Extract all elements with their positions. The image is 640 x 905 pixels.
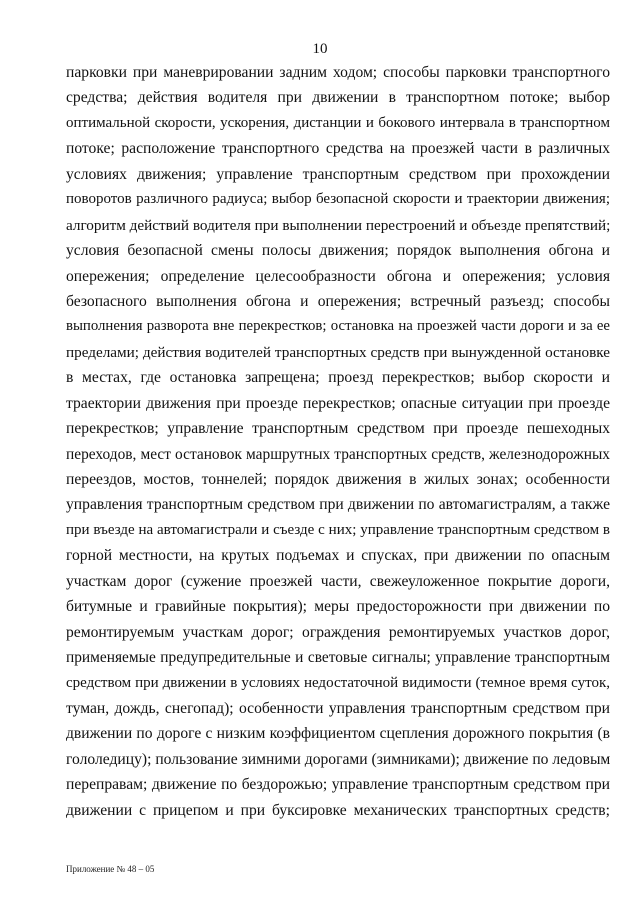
text-line: выполнения разворота вне перекрестков; остановка на проезжей части дороги и за ее bbox=[66, 318, 610, 335]
text-line: участкам дорог (сужение проезжей части, свежеуложенное покрытие дороги, bbox=[66, 572, 610, 590]
text-line: управления транспортным средством при движении по автомагистралям, а также bbox=[66, 496, 610, 514]
text-line: безопасного выполнения обгона и опережения; встречный разъезд; способы bbox=[66, 292, 610, 310]
text-line: перекрестков; управление транспортным средством при проезде пешеходных bbox=[66, 420, 610, 438]
text-line: битумные и гравийные покрытия); меры предосторожности при движении по bbox=[66, 598, 610, 616]
text-line: парковки при маневрировании задним ходом; способы парковки транспортного bbox=[66, 64, 610, 81]
body-text bbox=[66, 60, 610, 823]
footer-note: Приложение № 48 – 05 bbox=[66, 864, 155, 874]
text-line: траектории движения при проезде перекрестков; опасные ситуации при проезде bbox=[66, 394, 610, 412]
text-line: горной местности, на крутых подъемах и спусках, при движении по опасным bbox=[66, 547, 610, 565]
text-line: потоке; расположение транспортного средства на проезжей части в различных bbox=[66, 140, 610, 158]
text-line: переездов, мостов, тоннелей; порядок движения в жилых зонах; особенности bbox=[66, 471, 610, 488]
text-line: движении с прицепом и при буксировке механических транспортных средств; bbox=[66, 801, 610, 819]
text-line: поворотов различного радиуса; выбор безопасной скорости и траектории движения; bbox=[66, 191, 610, 208]
text-line: оптимальной скорости, ускорения, дистанции и бокового интервала в транспортном bbox=[66, 114, 610, 131]
page-number: 10 bbox=[312, 41, 328, 57]
text-line: при въезде на автомагистрали и съезде с них; управление транспортным средством в bbox=[66, 521, 610, 538]
text-line: гололедицу); пользование зимними дорогами (зимниками); движение по ледовым bbox=[66, 750, 611, 768]
text-line: ремонтируемым участкам дорог; ограждения ремонтируемых участков дорог, bbox=[66, 623, 610, 641]
text-line: средством при движении в условиях недостаточной видимости (темное время суток, bbox=[66, 674, 610, 691]
text-line: туман, дождь, снегопад); особенности управления транспортным средством при bbox=[66, 699, 610, 717]
text-line: в местах, где остановка запрещена; проезд перекрестков; выбор скорости и bbox=[66, 369, 610, 387]
text-line: пределами; действия водителей транспортных средств при вынужденной остановке bbox=[66, 343, 610, 361]
text-line: движении по дороге с низким коэффициентом сцепления дорожного покрытия (в bbox=[66, 725, 610, 743]
text-line: условиях движения; управление транспортным средством при прохождении bbox=[66, 165, 610, 183]
text-line: условия безопасной смены полосы движения; порядок выполнения обгона и bbox=[66, 242, 610, 260]
text-line: алгоритм действий водителя при выполнении перестроений и объезде препятствий; bbox=[66, 216, 611, 234]
text-line: средства; действия водителя при движении в транспортном потоке; выбор bbox=[66, 89, 610, 107]
text-line: применяемые предупредительные и световые сигналы; управление транспортным bbox=[66, 649, 610, 667]
text-line: переправам; движение по бездорожью; управление транспортным средством при bbox=[66, 776, 610, 794]
text-line: переходов, мест остановок маршрутных транспортных средств, железнодорожных bbox=[66, 445, 610, 463]
text-line: опережения; определение целесообразности обгона и опережения; условия bbox=[66, 267, 610, 285]
